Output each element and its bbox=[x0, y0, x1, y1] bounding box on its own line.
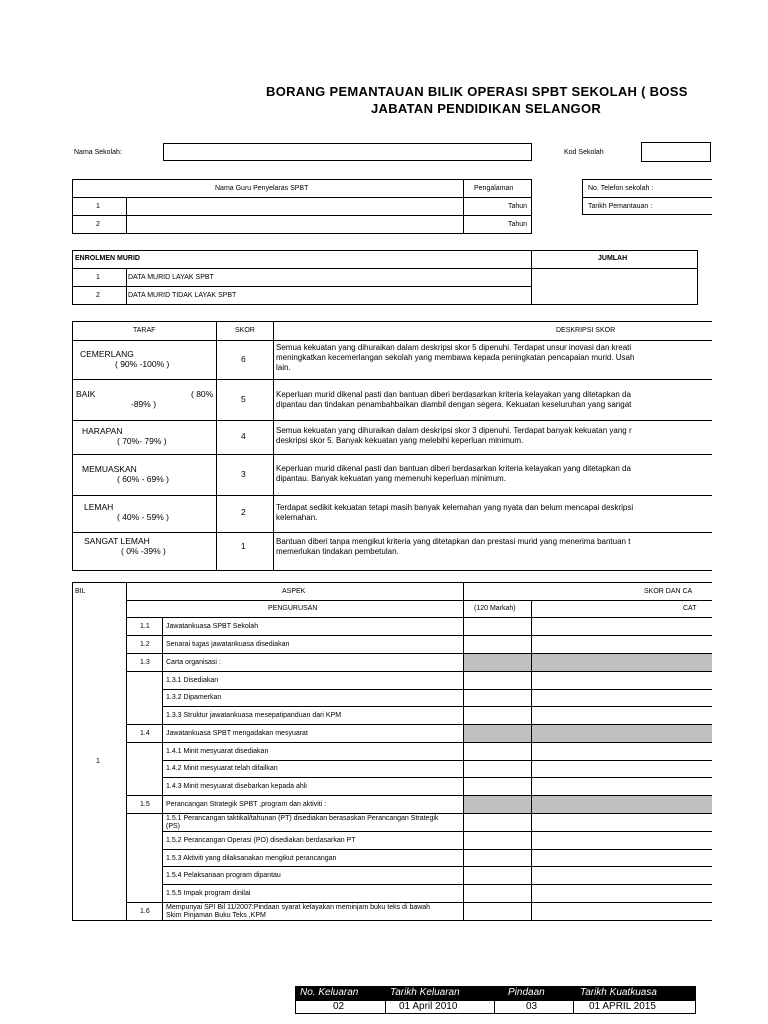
level-desc: lain. bbox=[276, 363, 291, 372]
level-name: SANGAT LEMAH bbox=[84, 536, 150, 546]
footer-tarikh-kuatkuasa-value: 01 APRIL 2015 bbox=[589, 1001, 656, 1012]
level-name: LEMAH bbox=[84, 502, 114, 512]
item-text: 1.4.3 Minit mesyuarat disebarkan kepada ahli bbox=[166, 783, 307, 790]
item-text: 1.5.3 Aktiviti yang dilaksanakan mengikut perancangan bbox=[166, 855, 337, 862]
footer-tarikh-keluaran-value: 01 April 2010 bbox=[399, 1001, 458, 1012]
level-range: ( 40% - 59% ) bbox=[117, 512, 169, 522]
level-name: MEMUASKAN bbox=[82, 464, 137, 474]
level-score: 2 bbox=[241, 507, 246, 517]
footer-tarikh-keluaran-label: Tarikh Keluaran bbox=[390, 987, 460, 998]
item-text: 1.5.4 Pelaksanaan program dipantau bbox=[166, 872, 281, 879]
item-text: Jawatankuasa SPBT Sekolah bbox=[166, 623, 259, 630]
item-text: Mempunyai SPI Bil 11/2007:Pindaan syarat kelayakan meminjam buku teks di bawah bbox=[166, 904, 431, 911]
enrolment-header: ENROLMEN MURID bbox=[75, 255, 140, 262]
teacher-exp-unit: Tahun bbox=[508, 203, 528, 210]
item-text: 1.5.1 Perancangan taktikal/tahunan (PT) disediakan berasaskan Perancangan Strategik bbox=[166, 815, 439, 822]
level-range: ( 60% - 69% ) bbox=[117, 474, 169, 484]
item-text: 1.5.5 Impak program dinilai bbox=[166, 890, 251, 897]
level-score: 1 bbox=[241, 541, 246, 551]
form-title-line2: JABATAN PENDIDIKAN SELANGOR bbox=[371, 101, 602, 116]
item-text: 1.5.2 Perancangan Operasi (PO) disediakan berdasarkan PT bbox=[166, 837, 356, 844]
item-no: 1.5 bbox=[140, 801, 150, 808]
teacher-name-header: Nama Guru Penyelaras SPBT bbox=[215, 185, 309, 192]
item-text: Skim Pinjaman Buku Teks ,KPM bbox=[166, 912, 266, 919]
form-title-line1: BORANG PEMANTAUAN BILIK OPERASI SPBT SEKOLAH ( BOSS bbox=[266, 84, 688, 99]
footer-keluaran-value: 02 bbox=[333, 1001, 345, 1012]
level-name: HARAPAN bbox=[82, 426, 123, 436]
level-desc: dipantau. Banyak kekuatan yang memenuhi keperluan minimum. bbox=[276, 474, 506, 483]
enrolment-row-no: 2 bbox=[96, 292, 100, 299]
footer-keluaran-label: No. Keluaran bbox=[300, 987, 359, 998]
level-desc: meningkatkan kecemerlangan sekolah yang membawa kepada peningkatan pencapaian murid. Usah bbox=[276, 353, 635, 362]
level-desc: kelemahan. bbox=[276, 513, 318, 522]
enrolment-row-label: DATA MURID LAYAK SPBT bbox=[128, 274, 214, 281]
item-text: Perancangan Strategik SPBT ,program dan aktiviti : bbox=[166, 801, 327, 808]
level-desc: deskripsi skor 5. Banyak kekuatan yang melebihi keperluan minimum. bbox=[276, 436, 524, 445]
level-range: ( 80% bbox=[191, 389, 214, 399]
catatan-header: CAT bbox=[683, 605, 697, 612]
level-range: ( 90% -100% ) bbox=[115, 359, 170, 369]
skor-header: SKOR bbox=[235, 327, 255, 334]
skor-catatan-header: SKOR DAN CA bbox=[644, 588, 693, 595]
aspek-header: ASPEK bbox=[282, 588, 306, 595]
item-text: (PS) bbox=[166, 823, 180, 830]
item-text: 1.3.2 Dipamerkan bbox=[166, 694, 222, 701]
level-desc: memerlukan tindakan pembetulan. bbox=[276, 547, 399, 556]
teacher-exp-unit: Tahun bbox=[508, 221, 528, 228]
level-desc: Keperluan murid dikenal pasti dan bantuan diberi berdasarkan kriteria kelayakan yang ditetapkan da bbox=[276, 390, 631, 399]
level-range: ( 70%- 79% ) bbox=[117, 436, 167, 446]
taraf-header: TARAF bbox=[133, 327, 156, 334]
teacher-experience-header: Pengalaman bbox=[474, 185, 514, 192]
item-no: 1.3 bbox=[140, 659, 150, 666]
level-range: ( 0% -39% ) bbox=[121, 546, 166, 556]
level-score: 6 bbox=[241, 354, 246, 364]
bil-header: BIL bbox=[75, 588, 86, 595]
deskripsi-header: DESKRIPSI SKOR bbox=[556, 327, 616, 334]
bil-value: 1 bbox=[96, 758, 100, 765]
item-text: 1.3.3 Struktur jawatankuasa mesepatipanduan dari KPM bbox=[166, 712, 342, 719]
nama-sekolah-label: Nama Sekolah: bbox=[74, 149, 122, 156]
level-name: CEMERLANG bbox=[80, 349, 134, 359]
kod-sekolah-field[interactable] bbox=[641, 142, 711, 162]
item-no: 1.6 bbox=[140, 908, 150, 915]
footer-pindaan-label: Pindaan bbox=[508, 987, 545, 998]
level-name: BAIK bbox=[76, 389, 96, 399]
level-range: -89% ) bbox=[131, 399, 157, 409]
teacher-row-no: 2 bbox=[96, 221, 100, 228]
footer-tarikh-kuatkuasa-label: Tarikh Kuatkuasa bbox=[580, 987, 657, 998]
markah-header: (120 Markah) bbox=[474, 605, 516, 612]
level-desc: dipantau dan tindakan penambahbaikan diambil dengan segera. Kekuatan keseluruhan yang sangat bbox=[276, 400, 632, 409]
item-text: Senarai tugas jawatankuasa disediakan bbox=[166, 641, 290, 648]
enrolment-row-label: DATA MURID TIDAK LAYAK SPBT bbox=[128, 292, 237, 299]
level-desc: Keperluan murid dikenal pasti dan bantuan diberi berdasarkan kriteria kelayakan yang ditetapkan da bbox=[276, 464, 631, 473]
item-text: Jawatankuasa SPBT mengadakan mesyuarat bbox=[166, 730, 308, 737]
level-score: 5 bbox=[241, 394, 246, 404]
item-text: Carta organisasi : bbox=[166, 659, 221, 666]
item-no: 1.2 bbox=[140, 641, 150, 648]
level-desc: Semua kekuatan yang dihuraikan dalam deskripsi skor 3 dipenuhi. Terdapat banyak kekuatan yang r bbox=[276, 426, 632, 435]
nama-sekolah-field[interactable] bbox=[163, 143, 532, 161]
item-no: 1.4 bbox=[140, 730, 150, 737]
footer-pindaan-value: 03 bbox=[526, 1001, 538, 1012]
section-title: PENGURUSAN bbox=[268, 605, 318, 612]
level-score: 4 bbox=[241, 431, 246, 441]
item-text: 1.4.2 Minit mesyuarat telah difailkan bbox=[166, 765, 278, 772]
kod-sekolah-label: Kod Sekolah bbox=[564, 149, 604, 156]
phone-label: No. Telefon sekolah : bbox=[588, 185, 654, 192]
item-no: 1.1 bbox=[140, 623, 150, 630]
enrolment-row-no: 1 bbox=[96, 274, 100, 281]
jumlah-header: JUMLAH bbox=[598, 255, 628, 262]
teacher-row-no: 1 bbox=[96, 203, 100, 210]
level-desc: Semua kekuatan yang dihuraikan dalam deskripsi skor 5 dipenuhi. Terdapat unsur inovasi dan kreati bbox=[276, 343, 632, 352]
monitoring-date-label: Tarikh Pemantauan : bbox=[588, 203, 653, 210]
level-score: 3 bbox=[241, 469, 246, 479]
item-text: 1.3.1 Disediakan bbox=[166, 677, 219, 684]
item-text: 1.4.1 Minit mesyuarat disediakan bbox=[166, 748, 269, 755]
level-desc: Bantuan diberi tanpa mengikut kriteria yang ditetapkan dan prestasi murid yang menerima bantuan t bbox=[276, 537, 631, 546]
level-desc: Terdapat sedikit kekuatan tetapi masih banyak kelemahan yang nyata dan belum mencapai deskripsi bbox=[276, 503, 634, 512]
